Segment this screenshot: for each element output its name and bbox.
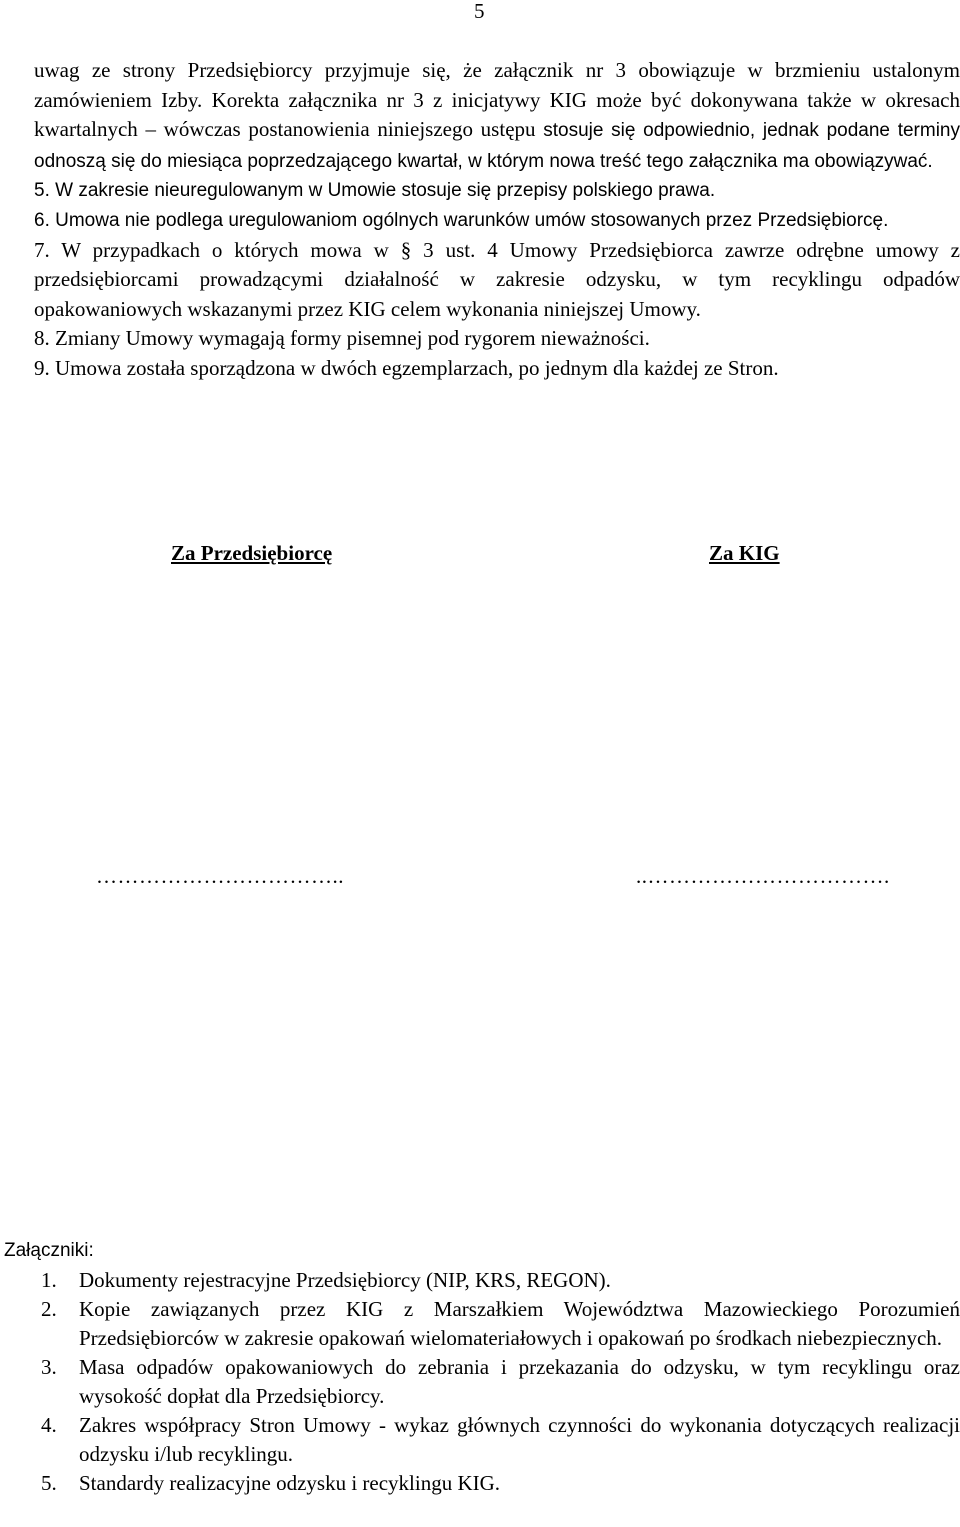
contract-body [34, 56, 960, 384]
attachment-text: Dokumenty rejestracyjne Przedsiębiorcy (NIP, KRS, REGON). [79, 1268, 611, 1292]
attachment-text: Masa odpadów opakowaniowych do zebrania i przekazania do odzysku, w tym recyklingu oraz wysokość dopłat dla Przedsiębiorcy. [79, 1355, 960, 1408]
paragraph-7: 7. W przypadkach o których mowa w § 3 ust. 4 Umowy Przedsiębiorca zawrze odrębne umowy z przedsiębiorcami prowadzącymi działalność w zakresie odzysku, w tym recyklingu odpadów opakowaniowych wskazanymi przez KIG celem wykonania niniejszej Umowy. [34, 237, 960, 321]
attachments-list [0, 1266, 960, 1498]
attachment-number: 4. [41, 1413, 57, 1437]
attachments-heading: Załączniki: [4, 1240, 94, 1261]
signature-line-company: …………………………….. [96, 864, 344, 888]
attachment-item [0, 1469, 960, 1498]
paragraph-intro [34, 56, 960, 176]
attachment-item [0, 1353, 960, 1411]
paragraph-intro-text: uwag ze strony Przedsiębiorcy przyjmuje się, że załącznik nr 3 obowiązuje w brzmieniu ustalonym zamówieniem Izby. Korekta załącznika nr 3 z inicjatywy KIG może być dokonywana także w okresach kwartalnych – wówczas postanowienia niniejszego ustępu [34, 58, 960, 142]
paragraph-5: 5. W zakresie nieuregulowanym w Umowie stosuje się przepisy polskiego prawa. [34, 180, 716, 202]
attachment-text: Standardy realizacyjne odzysku i recyklingu KIG. [79, 1471, 501, 1495]
signature-label-company: Za Przedsiębiorcę [171, 541, 333, 565]
attachment-text: Kopie zawiązanych przez KIG z Marszałkiem Województwa Mazowieckiego Porozumień Przedsiębiorców w zakresie opakowań wielomateriałowych i opakowań po środkach niebezpiecznych. [79, 1297, 960, 1350]
paragraph-intro-sans-text: stosuje się odpowiednio, jednak podane terminy odnoszą się do miesiąca poprzedzającego kwartał, w którym nowa treść tego załącznika ma obowiązywać. [34, 120, 960, 172]
paragraph-8: 8. Zmiany Umowy wymagają formy pisemnej pod rygorem nieważności. [34, 326, 650, 351]
attachment-item [0, 1295, 960, 1353]
signature-line-kig: ..……………………………. [636, 864, 890, 888]
paragraph-6: 6. Umowa nie podlega uregulowaniom ogólnych warunków umów stosowanych przez Przedsiębiorcę. [34, 209, 889, 231]
attachment-number: 1. [41, 1268, 57, 1292]
signature-label-kig: Za KIG [709, 541, 780, 565]
attachment-item [0, 1411, 960, 1469]
attachment-number: 5. [41, 1471, 57, 1495]
attachment-number: 3. [41, 1355, 57, 1379]
page-number: 5 [474, 0, 485, 23]
attachment-number: 2. [41, 1297, 57, 1321]
attachment-text: Zakres współpracy Stron Umowy - wykaz głównych czynności do wykonania dotyczących realizacji odzysku i/lub recyklingu. [79, 1413, 960, 1466]
attachment-item [0, 1266, 960, 1295]
paragraph-9: 9. Umowa została sporządzona w dwóch egzemplarzach, po jednym dla każdej ze Stron. [34, 355, 779, 380]
